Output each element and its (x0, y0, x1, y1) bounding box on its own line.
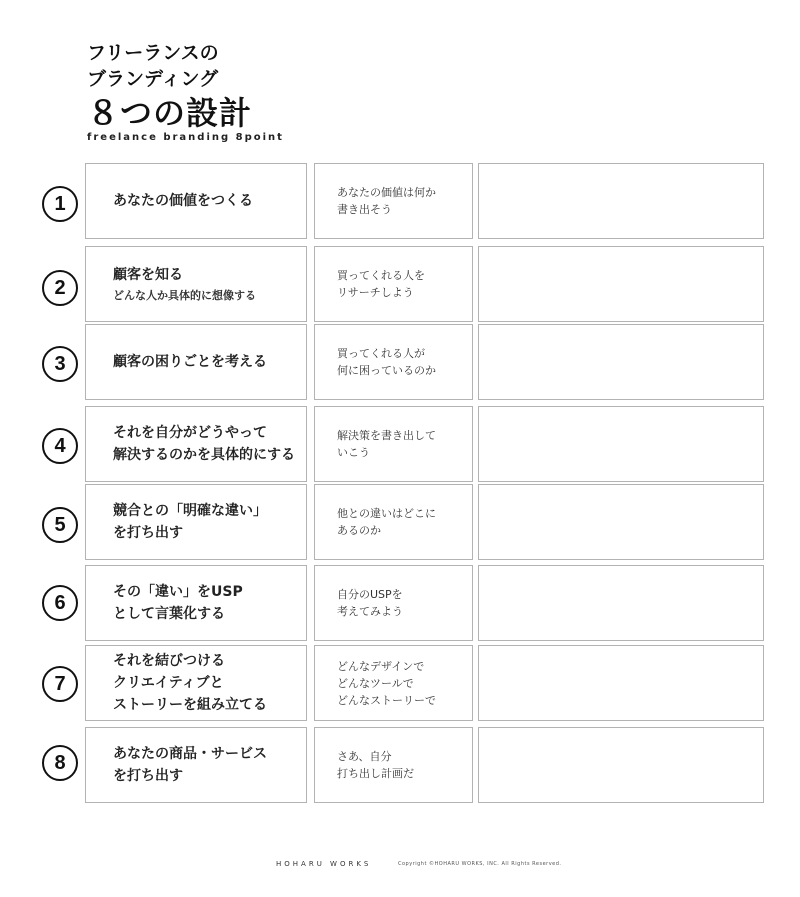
row-5-blank-box (478, 484, 764, 560)
row-5-note: 他との違いはどこに あるのか (337, 507, 436, 537)
row-7-note-box (314, 645, 473, 721)
row-8-note-box (314, 727, 473, 803)
row-6-blank-box (478, 565, 764, 641)
row-1-blank-box (478, 163, 764, 239)
row-3-main: 顧客の困りごとを考える (113, 354, 267, 370)
subtitle: freelance branding 8point (87, 132, 284, 143)
row-8-number: 8 (42, 745, 78, 781)
footer-copyright: Copyright ©HOHARU WORKS, INC. All Rights Reserved. (398, 861, 562, 867)
row-1-main-box (85, 163, 307, 239)
row-2-sub: どんな人か具体的に想像する (113, 288, 256, 302)
row-2-main: 顧客を知る (113, 266, 183, 283)
row-5-main-box (85, 484, 307, 560)
row-7-note: どんなデザインで どんなツールで どんなストーリーで (337, 659, 436, 707)
row-6-main-box (85, 565, 307, 641)
row-5-note-box (314, 484, 473, 560)
row-7-main: それを結びつける クリエイティブと ストーリーを組み立てる (113, 653, 267, 713)
row-7-blank-box (478, 645, 764, 721)
row-1-note-box (314, 163, 473, 239)
row-2-main-box (85, 246, 307, 322)
title-line-2: ブランディング (87, 68, 219, 90)
title-line-1: フリーランスの (87, 42, 219, 64)
row-8-main-box (85, 727, 307, 803)
row-5-main: 競合との「明確な違い」 を打ち出す (113, 503, 267, 541)
footer-brand: HOHARU WORKS (276, 860, 372, 868)
row-4-note: 解決策を書き出して いこう (337, 429, 436, 459)
row-6-number: 6 (42, 585, 78, 621)
row-4-number: 4 (42, 428, 78, 464)
row-6-note-box (314, 565, 473, 641)
row-7-main-box (85, 645, 307, 721)
row-4-blank-box (478, 406, 764, 482)
row-8-note: さあ、自分 打ち出し計画だ (337, 750, 414, 780)
row-2-blank-box (478, 246, 764, 322)
row-3-main-box (85, 324, 307, 400)
row-1-number: 1 (42, 186, 78, 222)
row-1-main: あなたの価値をつくる (113, 193, 253, 209)
row-4-main-box (85, 406, 307, 482)
row-7-number: 7 (42, 666, 78, 702)
row-2-note-box (314, 246, 473, 322)
row-1-note: あなたの価値は何か 書き出そう (337, 186, 436, 216)
row-5-number: 5 (42, 507, 78, 543)
title-line-3: ８つの設計 (87, 94, 253, 132)
row-3-number: 3 (42, 346, 78, 382)
row-8-main: あなたの商品・サービス を打ち出す (113, 746, 267, 784)
row-2-note: 買ってくれる人を リサーチしよう (337, 269, 425, 299)
row-4-note-box (314, 406, 473, 482)
row-4-main: それを自分がどうやって 解決するのかを具体的にする (113, 425, 295, 463)
row-3-note-box (314, 324, 473, 400)
row-3-note: 買ってくれる人が 何に困っているのか (337, 347, 436, 377)
row-3-blank-box (478, 324, 764, 400)
row-2-number: 2 (42, 270, 78, 306)
row-8-blank-box (478, 727, 764, 803)
row-6-note: 自分のUSPを 考えてみよう (337, 588, 403, 618)
row-6-main: その「違い」をUSP として言葉化する (113, 584, 243, 622)
